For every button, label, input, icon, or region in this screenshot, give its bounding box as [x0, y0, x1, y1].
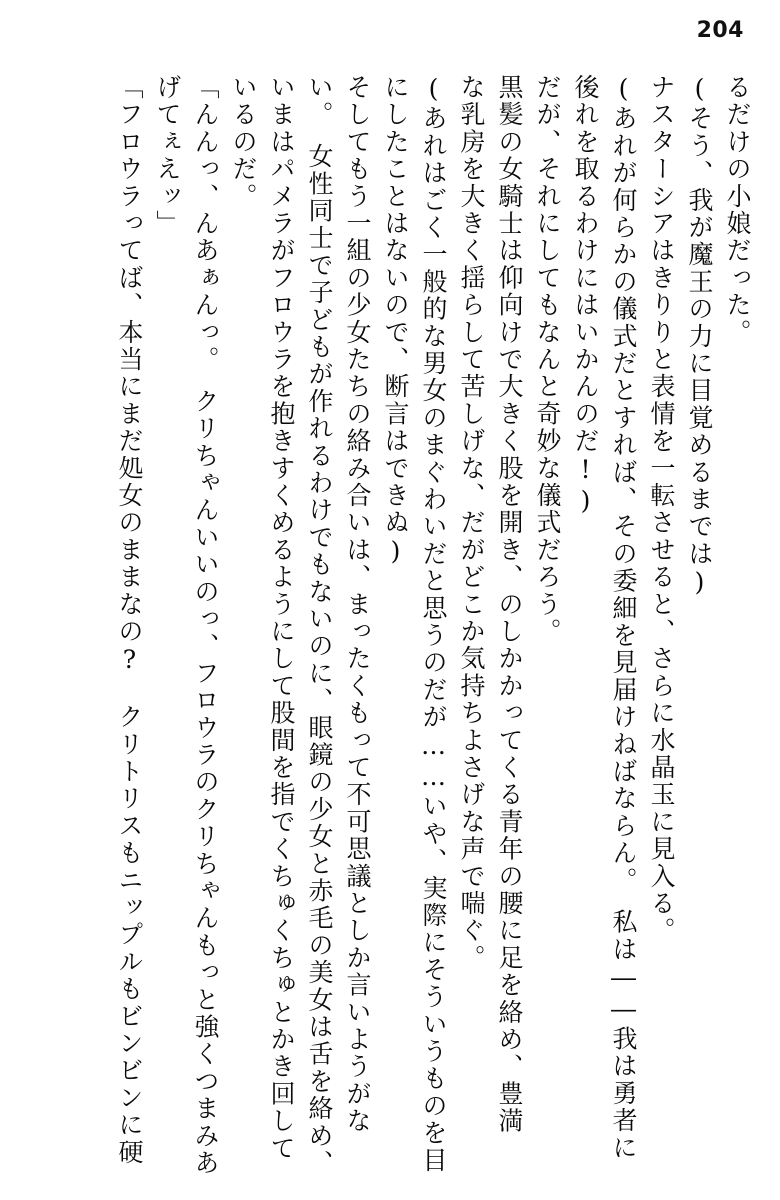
text-column: (あれはごく一般的な男女のまぐわいだと思うのだが……いや、実際にそういうものを目 — [419, 74, 448, 1174]
text-column: 「んんっ、んあぁんっ。 クリちゃんいいのっ、フロウラのクリちゃんもっと強くつまみあ — [191, 74, 220, 1177]
text-column: (そう、我が魔王の力に目覚めるまでは) — [685, 74, 714, 599]
text-column: るだけの小娘だった。 — [723, 74, 752, 346]
text-column: い。 女性同士で子どもが作れるわけでもないのに、眼鏡の少女と赤毛の美女は舌を絡め、 — [305, 74, 334, 1177]
text-column: げてぇえッ」 — [153, 74, 182, 238]
vertical-text-body — [30, 74, 750, 1190]
text-column: ナスターシアはきりりと表情を一転させると、さらに水晶玉に見入る。 — [647, 74, 676, 945]
text-column: いまはパメラがフロウラを抱きすくめるようにして股間を指でくちゅくちゅとかき回して — [267, 74, 296, 1162]
text-column: 黒髪の女騎士は仰向けで大きく股を開き、のしかかってくる青年の腰に足を絡め、豊満 — [495, 74, 524, 1135]
text-column: 後れを取るわけにはいかんのだ!) — [571, 74, 600, 518]
text-column: にしたことはないので、断言はできぬ) — [381, 74, 410, 568]
text-column: だが、それにしてもなんと奇妙な儀式だろう。 — [533, 74, 562, 646]
text-column: 「フロウラってば、本当にまだ処女のままなの? クリトリスもニップルもビンビンに硬 — [115, 74, 144, 1166]
page-number: 204 — [696, 18, 744, 43]
text-column: いるのだ。 — [229, 74, 258, 210]
text-column: そしてもう一組の少女たちの絡み合いは、まったくもって不可思議としか言いようがな — [343, 74, 372, 1135]
text-column: (あれが何らかの儀式だとすれば、その委細を見届けねばならん。 私は――我は勇者に — [609, 74, 638, 1162]
text-column: な乳房を大きく揺らして苦しげな、だがどこか気持ちよさげな声で喘ぐ。 — [457, 74, 486, 972]
